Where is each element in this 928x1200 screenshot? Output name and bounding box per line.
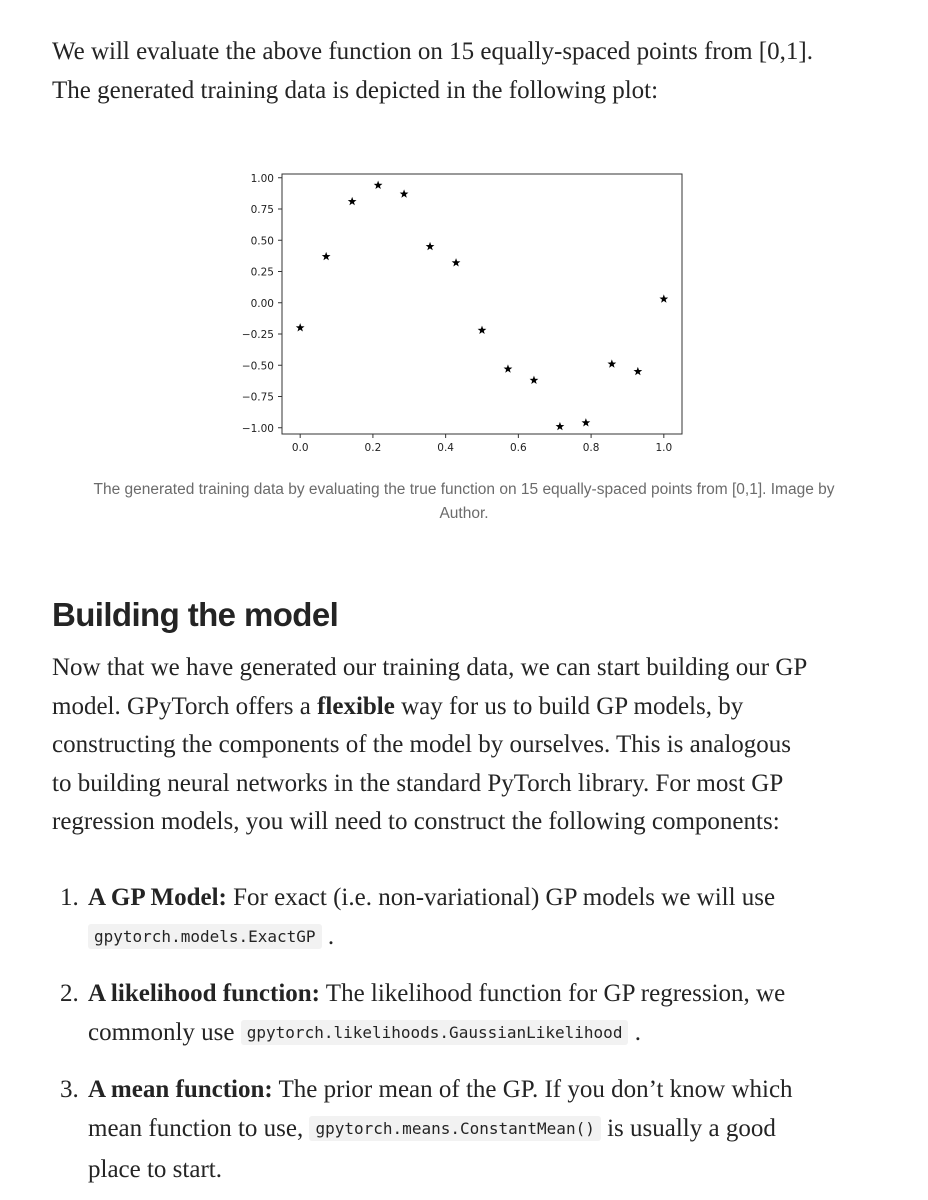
- list-item-title: A GP Model:: [88, 884, 227, 911]
- paragraph-line-5: regression models, you will need to construct the following components:: [52, 808, 780, 835]
- paragraph-line-4: to building neural networks in the standard PyTorch library. For most GP: [52, 769, 784, 797]
- flexible-bold-word: flexible: [317, 692, 395, 720]
- y-tick-label: −0.25: [241, 329, 274, 341]
- paragraph-line-3: constructing the components of the model by ourselves. This is analogous: [52, 731, 792, 758]
- x-tick-label: 0.2: [364, 442, 382, 454]
- list-item-text: The likelihood function for GP regression, we: [320, 980, 786, 1007]
- y-tick-label: 0.25: [250, 266, 274, 279]
- y-tick-label: −0.50: [241, 360, 274, 373]
- paragraph-line-1: Now that we have generated our training data, we can start building our GP: [52, 654, 808, 681]
- body-paragraph: [52, 649, 892, 842]
- list-item-text: is usually a good: [600, 1115, 776, 1142]
- list-item-line: [88, 1013, 892, 1054]
- list-item-text: .: [628, 1019, 641, 1046]
- intro-line-1: We will evaluate the above function on 15 equally-spaced points from [0,1].: [52, 38, 813, 65]
- x-tick-label: 0.8: [582, 442, 600, 454]
- code-gaussian-likelihood: gpytorch.likelihoods.GaussianLikelihood: [241, 1020, 629, 1045]
- components-list: [52, 878, 892, 1189]
- y-tick-label: 0.50: [250, 235, 274, 248]
- x-tick-label: 1.0: [655, 442, 673, 454]
- list-item-text: commonly use: [88, 1019, 241, 1046]
- list-item-line: [88, 878, 892, 917]
- paragraph-line-2: [52, 688, 892, 727]
- y-tick-label: −0.75: [241, 391, 274, 404]
- x-tick-label: 0.0: [291, 442, 309, 454]
- intro-line-2: The generated training data is depicted in the following plot:: [52, 77, 659, 104]
- y-tick-label: 0.00: [250, 297, 274, 310]
- x-tick-label: 0.6: [510, 442, 527, 454]
- intro-paragraph: [52, 32, 882, 110]
- list-item-line: [88, 974, 892, 1013]
- code-constant-mean: gpytorch.means.ConstantMean(): [309, 1116, 600, 1141]
- list-item-title: A mean function:: [88, 1076, 273, 1103]
- list-item-mean-function: [52, 1070, 892, 1189]
- list-number: 2.: [60, 980, 79, 1007]
- list-item-line: [88, 1109, 892, 1150]
- scatter-plot: [232, 160, 692, 465]
- y-tick-label: 1.00: [250, 172, 274, 185]
- list-number: 3.: [60, 1076, 79, 1103]
- list-number: 1.: [60, 884, 79, 911]
- plot-frame: [282, 174, 682, 434]
- list-item-gp-model: [52, 878, 892, 958]
- caption-line-1: The generated training data by evaluating the true function on 15 equally-spaced points from [0,1]. Image by: [93, 481, 835, 498]
- list-item-likelihood: [52, 974, 892, 1054]
- figure-caption: [40, 478, 888, 526]
- paragraph-line-2-end: way for us to build GP models, by: [394, 692, 744, 720]
- paragraph-line-2-start: model. GPyTorch offers a: [52, 692, 318, 720]
- code-exactgp: gpytorch.models.ExactGP: [88, 924, 322, 949]
- y-tick-label: 0.75: [250, 204, 274, 216]
- list-item-line: [88, 917, 892, 958]
- x-tick-label: 0.4: [437, 442, 454, 454]
- section-title: Building the model: [52, 596, 339, 633]
- list-item-text: The prior mean of the GP. If you don’t know which: [272, 1076, 793, 1103]
- list-item-text: mean function to use,: [88, 1115, 310, 1142]
- scatter-plot-figure: [232, 160, 692, 465]
- y-tick-label: −1.00: [241, 422, 274, 435]
- list-item-line: place to start.: [88, 1156, 222, 1183]
- list-item-line: [88, 1070, 892, 1109]
- caption-line-2: Author.: [439, 505, 489, 522]
- list-item-title: A likelihood function:: [88, 980, 320, 1007]
- list-item-text: For exact (i.e. non-variational) GP models we will use: [226, 884, 776, 911]
- list-item-text: .: [321, 923, 335, 950]
